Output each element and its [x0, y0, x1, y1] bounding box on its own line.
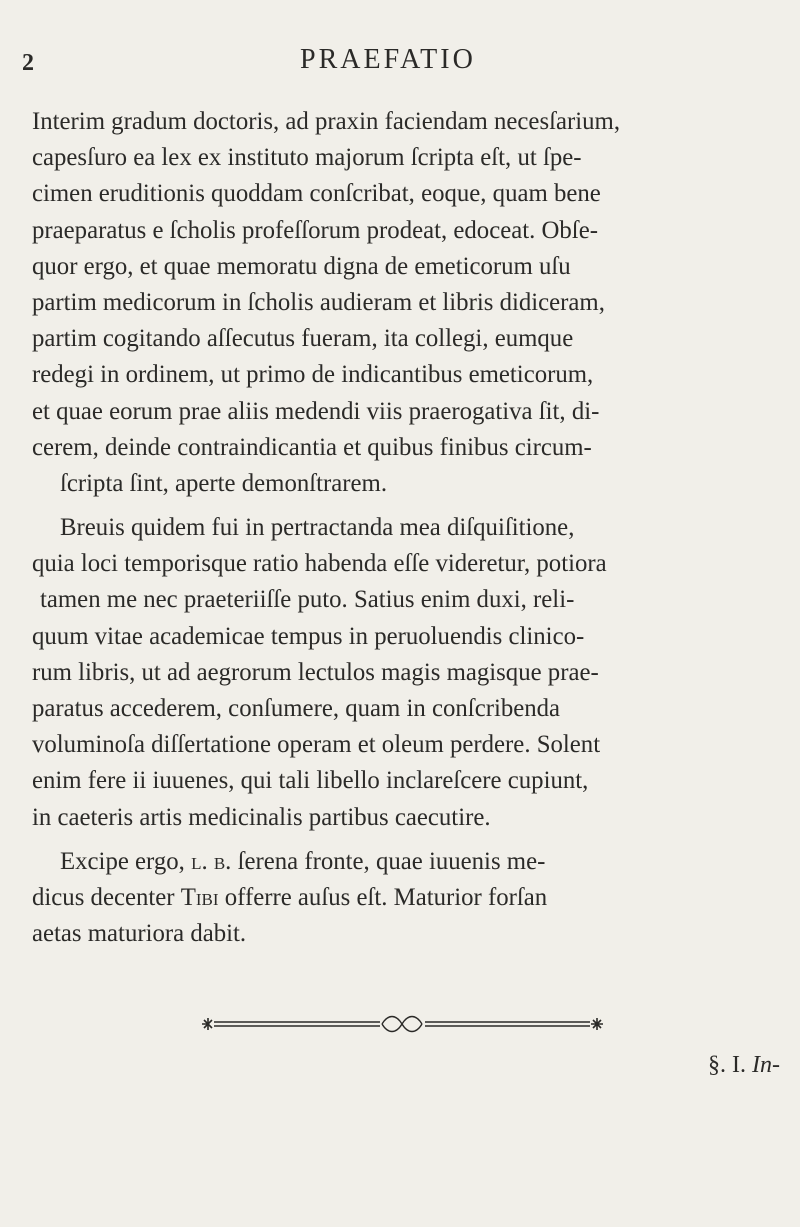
text-line: quia loci temporisque ratio habenda eſſe videretur, potiora — [32, 550, 607, 578]
catchword-section: §. I. — [708, 1052, 746, 1078]
dedicatee-initials: l. b. — [191, 847, 232, 875]
running-head: PRAEFATIO — [300, 44, 476, 75]
paragraph-1 — [32, 104, 800, 502]
text-line: capesſuro ea lex ex instituto majorum ſcripta eſt, ut ſpe- — [32, 144, 582, 172]
text-line: praeparatus e ſcholis profeſſorum prodeat, edoceat. Obſe- — [32, 216, 598, 244]
text-line: in caeteris artis medicinalis partibus caecutire. — [32, 803, 491, 831]
text-line: Excipe ergo, l. b. ſerena fronte, quae iuuenis me- — [60, 847, 546, 875]
text-line: quum vitae academicae tempus in peruoluendis clinico- — [32, 622, 585, 650]
text-line: ſcripta ſint, aperte demonſtrarem. — [60, 469, 388, 497]
text-line: quor ergo, et quae memoratu digna de emeticorum uſu — [32, 252, 571, 280]
text-line: partim cogitando aſſecutus fueram, ita collegi, eumque — [32, 325, 574, 353]
text-line: cerem, deinde contraindicantia et quibus finibus circum- — [32, 433, 592, 461]
text-line: Breuis quidem fui in pertractanda mea diſquiſitione, — [60, 514, 575, 542]
paragraph-3 — [32, 844, 800, 953]
text-line: enim fere ii iuuenes, qui tali libello inclareſcere cupiunt, — [32, 767, 589, 795]
text-line: rum libris, ut ad aegrorum lectulos magis magisque prae- — [32, 658, 599, 686]
text-line: et quae eorum prae aliis medendi viis praerogativa ſit, di- — [32, 397, 600, 425]
text-line: Interim gradum doctoris, ad praxin faciendam necesſarium, — [32, 108, 621, 135]
body-text — [32, 104, 800, 952]
tibi-word: Tibi — [180, 883, 219, 911]
text-line: partim medicorum in ſcholis audieram et libris didiceram, — [32, 288, 605, 316]
page-number: 2 — [22, 50, 34, 76]
text-line: dicus decenter Tibi offerre auſus eſt. Maturior forſan — [32, 883, 548, 911]
paragraph-2 — [32, 510, 800, 836]
catchword — [708, 1052, 780, 1079]
text-line: voluminoſa diſſertatione operam et oleum perdere. Solent — [32, 731, 601, 759]
text-line: tamen me nec praeteriiſſe puto. Satius enim duxi, reli- — [40, 586, 575, 614]
text-line: paratus accederem, conſumere, quam in conſcribenda — [32, 695, 561, 722]
catchword-word: In- — [752, 1052, 780, 1078]
text-line: redegi in ordinem, ut primo de indicantibus emeticorum, — [32, 361, 594, 389]
ornament-rule — [200, 1012, 605, 1036]
text-line: cimen eruditionis quoddam conſcribat, eoque, quam bene — [32, 180, 601, 208]
text-line: aetas maturiora dabit. — [32, 920, 247, 948]
